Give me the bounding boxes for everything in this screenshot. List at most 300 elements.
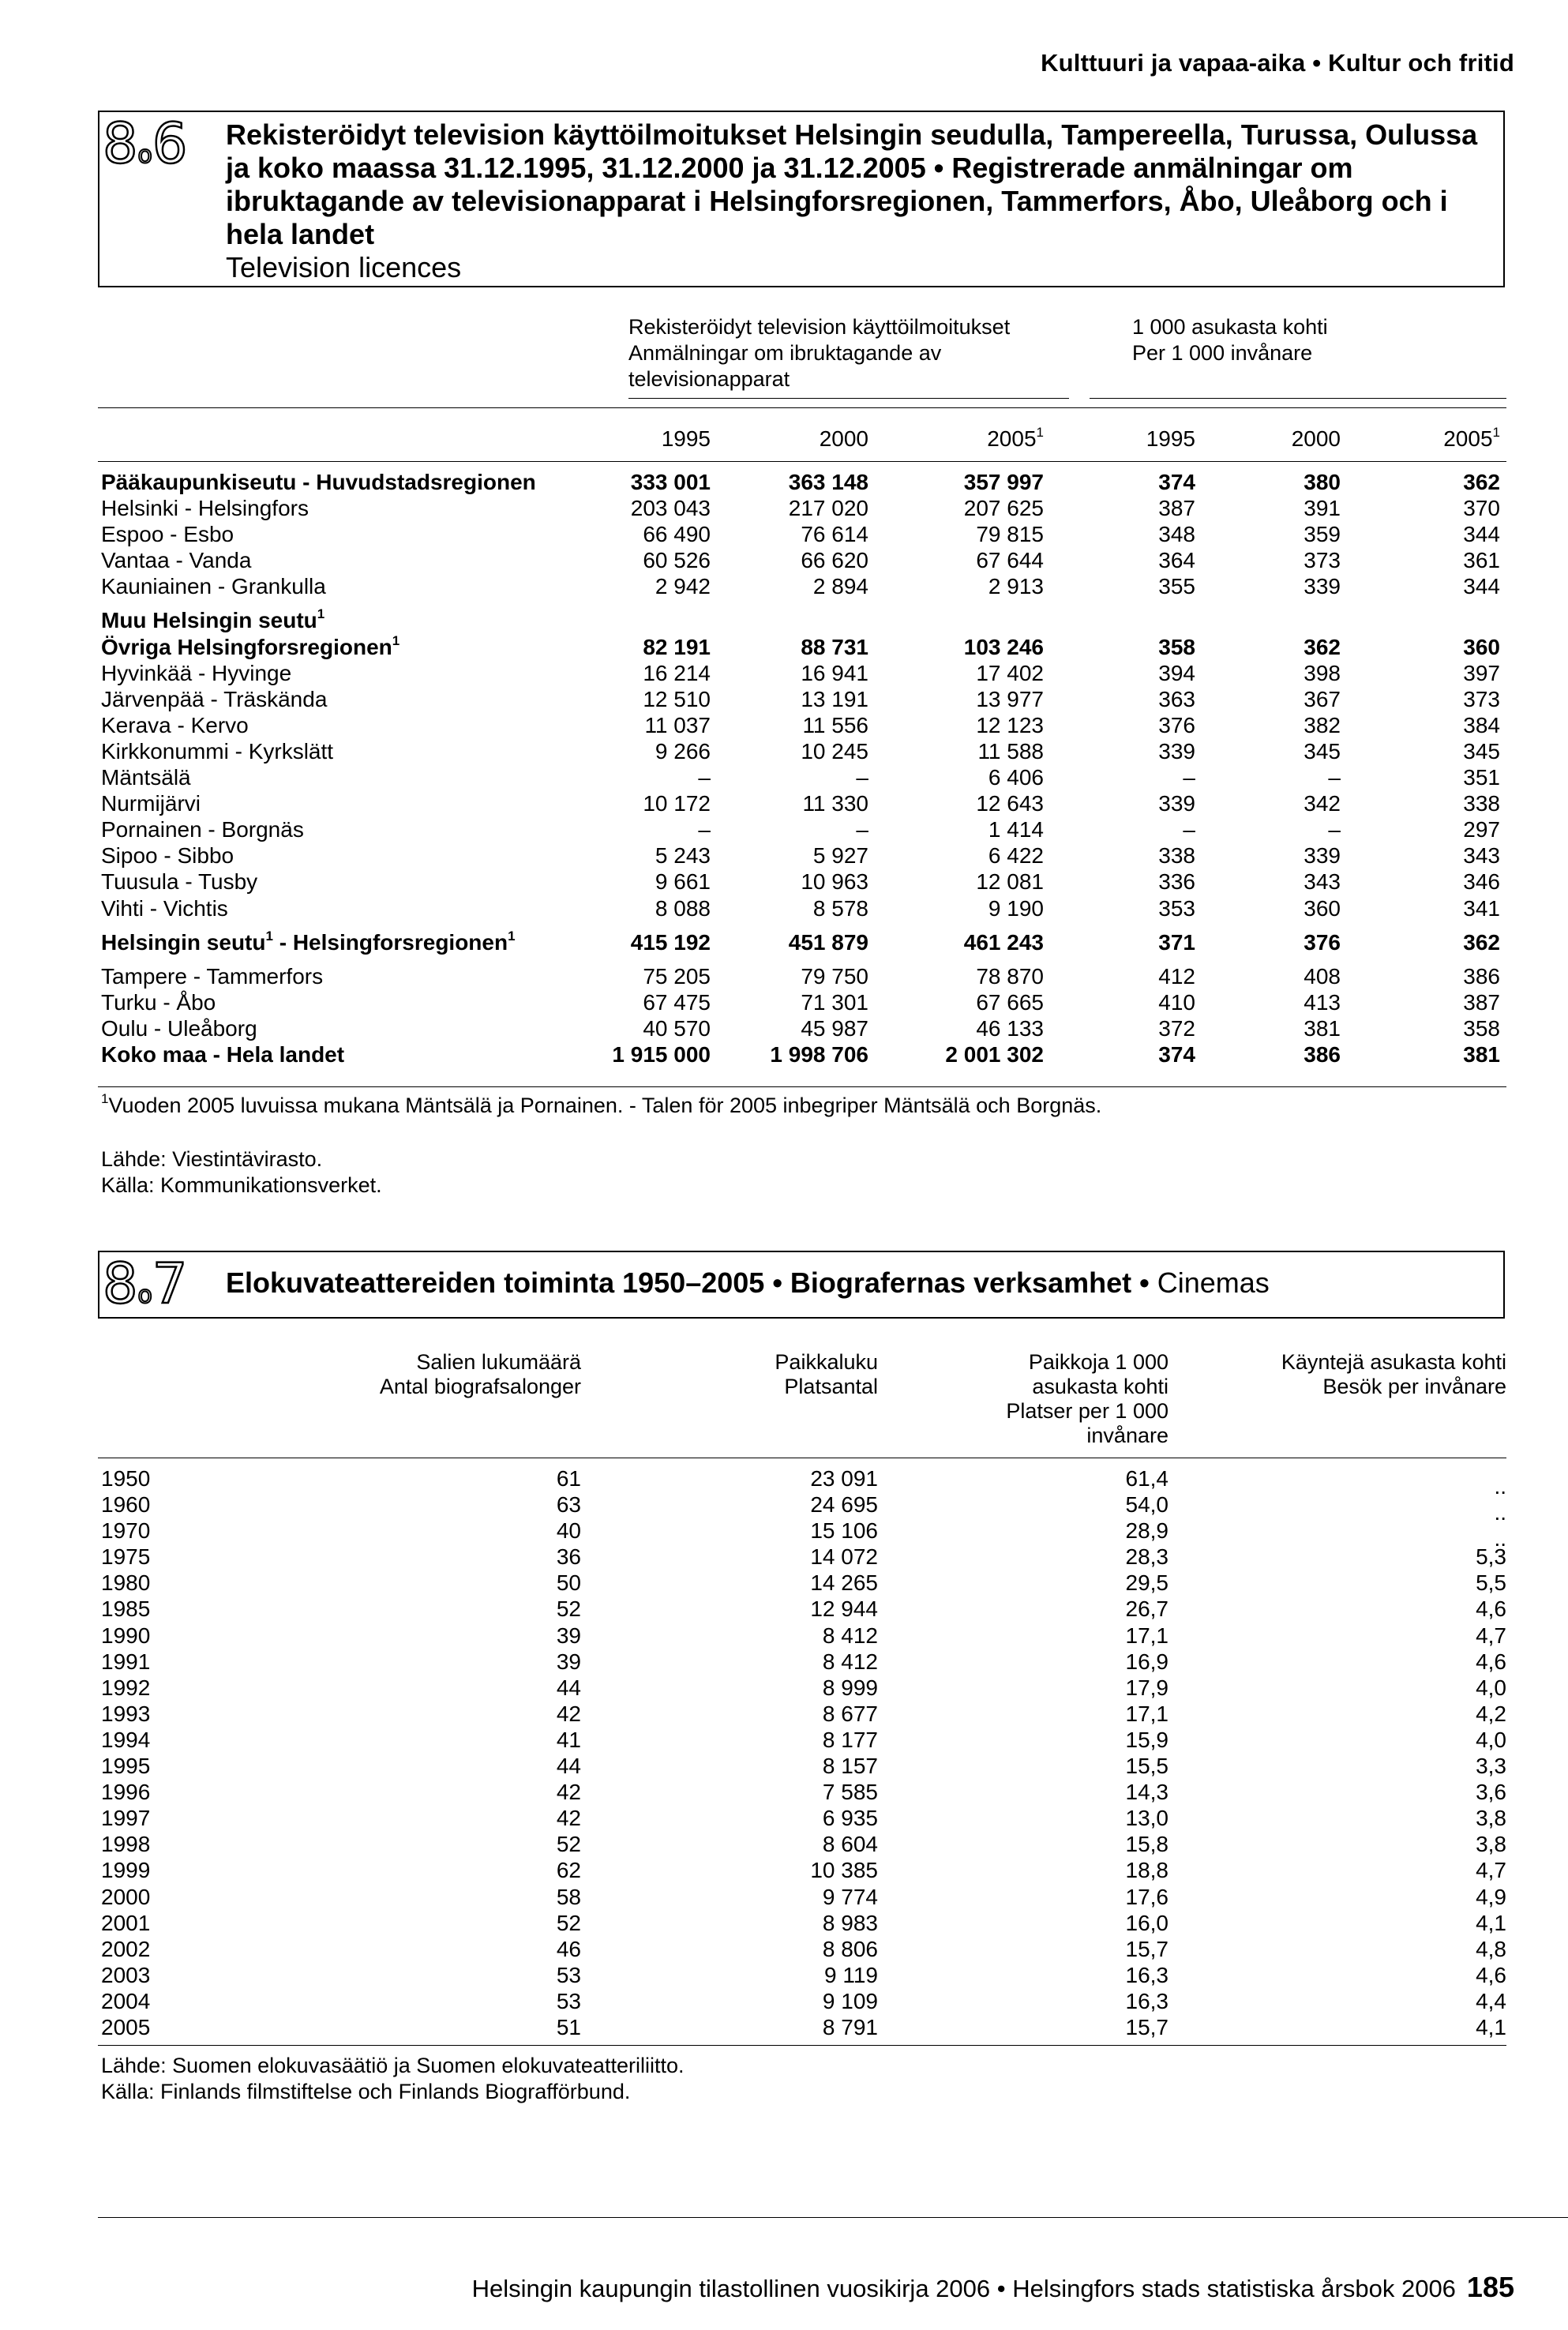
table-cell: 373 [1304,548,1341,573]
table-cell: 10 245 [801,738,868,764]
table-cell: 52 [556,1832,581,1857]
table-row [101,1518,1506,1551]
table-cell: 42 [556,1701,581,1726]
table-8-7-source: Lähde: Suomen elokuvasäätiö ja Suomen elokuvateatteriliitto. Källa: Finlands filmstiftelse och Finlands Biografförbund. [101,2054,685,2103]
table-cell: 66 620 [801,548,868,573]
table-8-7-title: Elokuvateattereiden toiminta 1950–2005 • Biografernas verksamhet • Cinemas [226,1266,1270,1299]
table-cell: 8 578 [812,895,868,921]
table-cell: 358 [1463,1015,1500,1041]
table-cell: 3,3 [1476,1754,1506,1779]
table-cell: 370 [1463,496,1500,521]
table-row [101,1936,1506,1962]
table-cell: 384 [1463,712,1500,737]
table-cell: 3,8 [1476,1832,1506,1857]
row-label: Kirkkonummi - Kyrkslätt [101,738,334,764]
row-label: Pääkaupunkiseutu - Huvudstadsregionen [101,470,536,494]
table-cell: 4,7 [1476,1858,1506,1883]
table-cell: 372 [1158,1015,1195,1041]
table-cell: 54,0 [1125,1492,1168,1518]
table-cell: 67 665 [976,989,1044,1015]
table-cell: 376 [1158,712,1195,737]
table-row [101,2014,1506,2040]
table-cell: 5 243 [655,843,711,869]
table-cell: 17,1 [1125,1701,1168,1726]
table-cell: 412 [1158,963,1195,989]
table-cell: 36 [556,1544,581,1570]
table-cell: 8 677 [822,1701,878,1726]
table-cell: 10 385 [810,1858,878,1883]
table-cell: 52 [556,1596,581,1622]
table-row [101,895,1506,921]
table-cell: 41 [556,1727,581,1752]
table-8-6-footnote: $^1$Vuoden 2005 luvuissa mukana Mäntsälä ja Pornainen. - Talen för 2005 inbegriper Mäntsälä och Borgnäs. [101,1091,1102,1117]
row-year: 1997 [101,1806,151,1831]
table-cell: 16,3 [1125,1962,1168,1987]
table-cell: 10 963 [801,869,868,895]
table-row [101,1544,1506,1570]
table-cell: 62 [556,1858,581,1883]
table-cell: 339 [1304,843,1341,869]
table-row [101,1988,1506,2014]
table-row [101,1884,1506,1910]
table-8-6-group-head-counts: Rekisteröidyt television käyttöilmoitukset Anmälningar om ibruktagande av televisionapparat [628,315,1011,391]
table-cell: 353 [1158,895,1195,921]
table-cell: 13 191 [801,686,868,711]
table-row [101,1623,1506,1649]
table-8-6-title [226,118,1497,284]
table-cell: 15,9 [1125,1727,1168,1752]
table-cell: 4,7 [1476,1623,1506,1648]
row-year: 1995 [101,1754,151,1779]
table-cell: 71 301 [801,989,868,1015]
table-cell: 15,7 [1125,1936,1168,1961]
year-head-1995: 1995 [661,426,711,451]
table-cell: 15 106 [810,1518,878,1544]
row-label: Järvenpää - Träskända [101,686,328,711]
table-cell: 50 [556,1570,581,1596]
table-cell: 373 [1463,686,1500,711]
table-row [101,1857,1506,1883]
row-label: Kerava - Kervo [101,712,249,737]
row-year: 1999 [101,1858,151,1883]
table-cell: 4,0 [1476,1675,1506,1700]
table-cell: 345 [1304,738,1341,764]
table-cell: 11 556 [802,712,868,737]
row-year: 1970 [101,1518,151,1544]
table-cell: 44 [556,1754,581,1779]
year-head-2000: 2000 [819,426,868,451]
table-cell: 9 661 [655,869,711,895]
table-cell: 8 157 [822,1754,878,1779]
table-cell: 3,8 [1476,1806,1506,1831]
table-row [101,963,1506,989]
table-cell: 46 [556,1936,581,1961]
row-label: Övriga Helsingforsregionen$^1$ [101,632,400,659]
table-cell: 8 177 [822,1727,878,1752]
table-row [101,1701,1506,1727]
row-year: 1980 [101,1570,151,1596]
row-year: 2002 [101,1936,151,1961]
table-cell: 361 [1463,548,1500,573]
row-year: 1960 [101,1492,151,1518]
table-cell: .. [1494,1474,1506,1499]
table-cell: 12 123 [976,712,1044,737]
table-cell: 297 [1463,817,1500,842]
table-8-6-title-en: Television licences [226,251,462,283]
table-cell: 79 815 [976,522,1044,547]
table-cell: 1 998 706 [770,1041,868,1067]
table-cell: 8 999 [822,1675,878,1700]
table-cell: 342 [1304,791,1341,816]
table-cell: 4,1 [1476,2014,1506,2039]
table-cell: 17,6 [1125,1884,1168,1909]
table-row [101,1962,1506,1988]
table-cell: 4,9 [1476,1884,1506,1909]
table-row [101,1675,1506,1701]
table-cell: 16,0 [1125,1910,1168,1935]
table-cell: 387 [1158,496,1195,521]
table-cell: 4,4 [1476,1988,1506,2013]
group-rule-per-1000 [1090,398,1506,399]
table-cell: 23 091 [810,1466,878,1491]
table-cell: 336 [1158,869,1195,895]
table-cell: 203 043 [630,496,711,521]
row-label: Helsingin seutu$^1$ - Helsingforsregionen$^1$ [101,928,516,955]
table-cell: 11 588 [977,738,1044,764]
table-cell: – [856,765,868,790]
table-cell: 9 109 [822,1988,878,2013]
row-year: 1950 [101,1466,151,1491]
table-8-6-bottom-rule [98,1086,1506,1087]
table-cell: – [698,817,711,842]
table-cell: 67 644 [976,548,1044,573]
table-cell: .. [1494,1526,1506,1551]
table-row [101,573,1506,599]
table-cell: 24 695 [810,1492,878,1518]
table-cell: 61,4 [1125,1466,1168,1491]
t87-head-seats: Paikkaluku Platsantal [775,1350,878,1398]
table-cell: 6 422 [988,843,1044,869]
table-cell: 207 625 [963,496,1044,521]
table-cell: 363 [1158,686,1195,711]
table-cell: 75 205 [643,963,711,989]
table-cell: 4,2 [1476,1701,1506,1726]
table-cell: 360 [1304,895,1341,921]
table-8-6-header-box [98,111,1505,287]
table-cell: – [1328,765,1341,790]
table-row [101,1041,1506,1067]
table-row [101,1015,1506,1041]
table-row [101,764,1506,790]
table-cell: 15,5 [1125,1754,1168,1779]
table-cell: 17,1 [1125,1623,1168,1648]
table-row [101,790,1506,816]
table-cell: 8 412 [822,1649,878,1674]
table-cell: 333 001 [630,470,711,494]
table-row [101,1649,1506,1675]
table-8-6-group-head-per-1000: 1 000 asukasta kohti Per 1 000 invånare [1132,315,1328,365]
table-cell: 451 879 [788,929,868,955]
table-cell: 348 [1158,522,1195,547]
row-year: 1996 [101,1780,151,1805]
table-cell: 391 [1304,496,1341,521]
table-cell: 358 [1158,634,1195,659]
table-cell: 67 475 [643,989,711,1015]
table-cell: 4,8 [1476,1936,1506,1961]
table-cell: 15,8 [1125,1832,1168,1857]
table-cell: 12 081 [976,869,1044,895]
table-cell: 5,5 [1476,1570,1506,1596]
table-cell: 4,6 [1476,1649,1506,1674]
row-label: Vihti - Vichtis [101,895,228,921]
row-year: 1975 [101,1544,151,1570]
table-cell: 58 [556,1884,581,1909]
row-year: 1993 [101,1701,151,1726]
t87-head-visits: Käyntejä asukasta kohti Besök per invånare [1281,1350,1506,1398]
table-cell: 4,6 [1476,1596,1506,1622]
table-cell: 357 997 [963,470,1044,494]
table-cell: 45 987 [801,1015,868,1041]
table-cell: 52 [556,1910,581,1935]
table-cell: 63 [556,1492,581,1518]
table-cell: 15,7 [1125,2014,1168,2039]
table-row [101,547,1506,573]
table-row [101,469,1506,495]
table-cell: 17,9 [1125,1675,1168,1700]
table-cell: 2 894 [812,574,868,599]
row-label: Muu Helsingin seutu$^1$ [101,606,325,633]
row-label: Nurmijärvi [101,791,201,816]
table-cell: 39 [556,1623,581,1648]
row-label: Turku - Åbo [101,989,216,1015]
table-cell: 44 [556,1675,581,1700]
t87-head-seats-per-1000: Paikkoja 1 000 asukasta kohti Platser per 1 000 invånare [1006,1350,1168,1447]
table-row [101,989,1506,1015]
table-cell: 397 [1463,660,1500,685]
table-cell: 14 265 [810,1570,878,1596]
table-8-7-header-box [98,1251,1505,1319]
row-year: 1998 [101,1832,151,1857]
table-row [101,738,1506,764]
table-row [101,1910,1506,1936]
table-row [101,1831,1506,1857]
row-label: Oulu - Uleåborg [101,1015,257,1041]
table-cell: 8 791 [822,2014,878,2039]
table-cell: 381 [1463,1041,1500,1067]
table-cell: 14,3 [1125,1780,1168,1805]
table-cell: 339 [1304,574,1341,599]
row-label: Pornainen - Borgnäs [101,817,304,842]
table-cell: 362 [1463,929,1500,955]
table-cell: – [698,765,711,790]
table-cell: 2 913 [988,574,1044,599]
table-cell: 14 072 [810,1544,878,1570]
table-row [101,1570,1506,1596]
table-row [101,1465,1506,1499]
table-cell: 40 [556,1518,581,1544]
table-8-6-body [101,469,1506,1067]
table-cell: 103 246 [963,634,1044,659]
table-cell: 386 [1463,963,1500,989]
table-cell: 382 [1304,712,1341,737]
table-cell: 343 [1463,843,1500,869]
table-cell: 16,3 [1125,1988,1168,2013]
table-cell: 362 [1304,634,1341,659]
table-row [101,816,1506,842]
table-cell: 11 330 [802,791,868,816]
row-year: 2000 [101,1884,151,1909]
table-cell: 8 412 [822,1623,878,1648]
row-label: Kauniainen - Grankulla [101,574,326,599]
table-cell: 381 [1304,1015,1341,1041]
table-row [101,929,1506,955]
footer-rule [98,2217,1568,2218]
year-head-2005: 2005$^1$ [987,425,1044,451]
row-year: 2004 [101,1988,151,2013]
table-cell: 5,3 [1476,1544,1506,1570]
table-cell: 7 585 [822,1780,878,1805]
page-footer [472,2271,1514,2304]
table-cell: 339 [1158,738,1195,764]
table-cell: 11 037 [644,712,711,737]
table-cell: 82 191 [643,634,711,659]
footer-text: Helsingin kaupungin tilastollinen vuosikirja 2006 • Helsingfors stads statistiska årsbok 2006 [471,2275,1456,2302]
year-head-1995-per: 1995 [1146,426,1195,451]
table-cell: 12 944 [810,1596,878,1622]
table-cell: 367 [1304,686,1341,711]
table-cell: 8 604 [822,1832,878,1857]
table-cell: 10 172 [643,791,711,816]
table-cell: 374 [1158,470,1195,494]
table-row [101,869,1506,895]
table-cell: 339 [1158,791,1195,816]
table-cell: 13,0 [1125,1806,1168,1831]
table-cell: 5 927 [812,843,868,869]
table-cell: 18,8 [1125,1858,1168,1883]
table-cell: 338 [1463,791,1500,816]
row-year: 1985 [101,1596,151,1622]
table-cell: 344 [1463,574,1500,599]
row-label: Koko maa - Hela landet [101,1041,345,1067]
table-8-6-source: Lähde: Viestintävirasto. Källa: Kommunikationsverket. [101,1147,382,1197]
table-cell: 60 526 [643,548,711,573]
table-cell: 2 942 [655,574,711,599]
table-cell: 53 [556,1988,581,2013]
row-label: Espoo - Esbo [101,522,234,547]
table-cell: 374 [1158,1041,1195,1067]
table-cell: 346 [1463,869,1500,895]
table-cell: 79 750 [801,963,868,989]
table-cell: 40 570 [643,1015,711,1041]
table-cell: 364 [1158,548,1195,573]
table-cell: 343 [1304,869,1341,895]
table-row [101,1753,1506,1779]
table-cell: 398 [1304,660,1341,685]
row-label: Sipoo - Sibbo [101,843,234,869]
table-cell: 338 [1158,843,1195,869]
table-cell: 46 133 [976,1015,1044,1041]
table-row [101,495,1506,521]
table-cell: 376 [1304,929,1341,955]
row-label: Mäntsälä [101,765,191,790]
table-cell: 61 [556,1466,581,1491]
table-cell: 380 [1304,470,1341,494]
table-cell: 9 190 [988,895,1044,921]
table-cell: 4,1 [1476,1910,1506,1935]
table-cell: 16 941 [801,660,868,685]
table-cell: 76 614 [801,522,868,547]
table-cell: 345 [1463,738,1500,764]
row-year: 1991 [101,1649,151,1674]
section-number-8-7: 8o7 [103,1251,188,1316]
table-cell: 8 806 [822,1936,878,1961]
section-number-8-6: 8o6 [103,111,188,176]
row-label: Tuusula - Tusby [101,869,258,895]
table-cell: 39 [556,1649,581,1674]
table-cell: 217 020 [788,496,868,521]
table-cell: 408 [1304,963,1341,989]
table-cell: 359 [1304,522,1341,547]
table-cell: – [856,817,868,842]
table-cell: 371 [1158,929,1195,955]
table-cell: 363 148 [788,470,868,494]
table-cell: 78 870 [976,963,1044,989]
table-cell: 16,9 [1125,1649,1168,1674]
row-year: 2005 [101,2014,151,2039]
year-head-2000-per: 2000 [1291,426,1341,451]
table-cell: 26,7 [1125,1596,1168,1622]
year-head-2005-per: 2005$^1$ [1443,425,1500,451]
table-cell: 28,3 [1125,1544,1168,1570]
table-cell: 12 510 [643,686,711,711]
row-label: Vantaa - Vanda [101,548,252,573]
table-cell: 9 119 [824,1962,878,1987]
table-cell: 9 774 [822,1884,878,1909]
table-row [101,634,1506,660]
table-row [101,1727,1506,1753]
table-cell: 341 [1463,895,1500,921]
table-cell: 410 [1158,989,1195,1015]
table-cell: 53 [556,1962,581,1987]
table-cell: 4,6 [1476,1962,1506,1987]
table-cell: 28,9 [1125,1518,1168,1544]
table-cell: 16 214 [643,660,711,685]
table-cell: – [1183,765,1195,790]
table-cell: 461 243 [963,929,1044,955]
table-cell: 4,0 [1476,1727,1506,1752]
table-cell: 66 490 [643,522,711,547]
header-rule [98,407,1506,408]
table-row [101,1779,1506,1805]
table-row [101,712,1506,738]
table-cell: 17 402 [976,660,1044,685]
row-label: Tampere - Tammerfors [101,963,324,989]
table-cell: 1 915 000 [612,1041,711,1067]
table-cell: – [1183,817,1195,842]
table-row [101,607,1506,633]
table-8-6-title-bold: Rekisteröidyt television käyttöilmoitukset Helsingin seudulla, Tampereella, Turussa, Oulussa ja koko maassa 31.12.1995, 31.12.2000 ja 31.12.2005 • Registrerade anmälningar om ibruktagande av televisionapparat i Helsingforsregionen, Tammerfors, Åbo, Uleåborg och i hela landet [226,118,1478,250]
table-cell: .. [1494,1500,1506,1525]
table-cell: 3,6 [1476,1780,1506,1805]
table-cell: 8 088 [655,895,711,921]
table-cell: 9 266 [655,738,711,764]
table-row [101,1596,1506,1622]
table-row [101,686,1506,712]
table-cell: 351 [1463,765,1500,790]
table-cell: 29,5 [1125,1570,1168,1596]
table-cell: – [1328,817,1341,842]
table-cell: 88 731 [801,634,868,659]
